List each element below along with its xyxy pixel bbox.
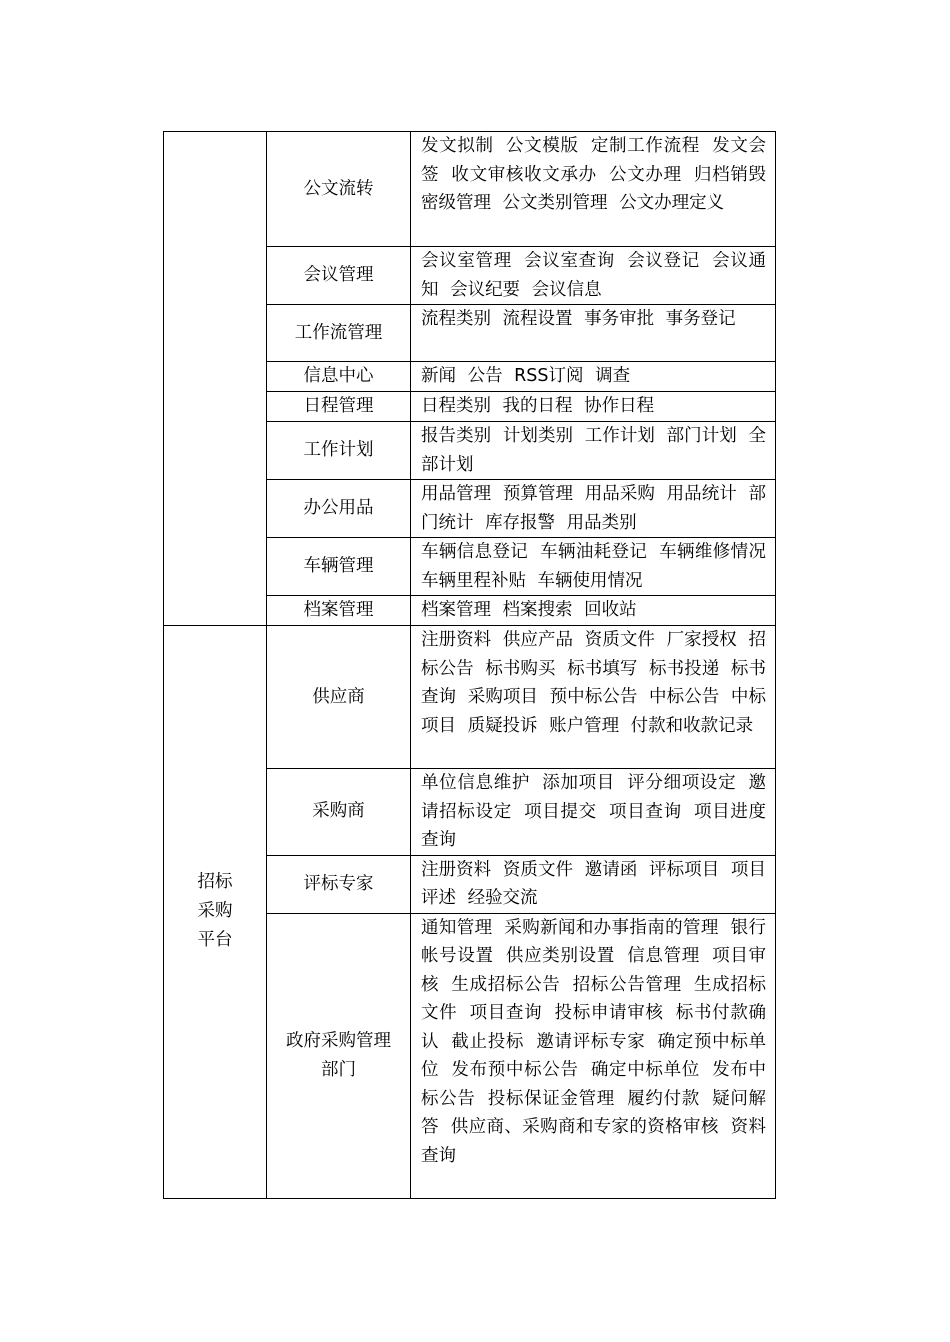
module-name-cell: 信息中心 <box>267 362 411 392</box>
module-features-cell: 会议室管理 会议室查询 会议登记 会议通知 会议纪要 会议信息 <box>411 247 776 305</box>
module-name-cell <box>267 913 411 1198</box>
module-features-cell: 注册资料 资质文件 邀请函 评标项目 项目评述 经验交流 <box>411 855 776 913</box>
group-name: 招标采购平台 <box>197 872 233 951</box>
module-features-cell: 车辆信息登记 车辆油耗登记 车辆维修情况 车辆里程补贴 车辆使用情况 <box>411 538 776 596</box>
module-name-cell: 工作流管理 <box>267 305 411 362</box>
module-name-cell: 供应商 <box>267 626 411 769</box>
group-cell-office <box>164 132 267 626</box>
module-name-cell: 车辆管理 <box>267 538 411 596</box>
module-name-cell: 评标专家 <box>267 855 411 913</box>
module-features-cell: 注册资料 供应产品 资质文件 厂家授权 招标公告 标书购买 标书填写 标书投递 标书查询 采购项目 预中标公告 中标公告 中标项目 质疑投诉 账户管理 付款和收款记录 <box>411 626 776 769</box>
module-name-cell: 公文流转 <box>267 132 411 247</box>
module-features-cell: 单位信息维护 添加项目 评分细项设定 邀请招标设定 项目提交 项目查询 项目进度查询 <box>411 769 776 856</box>
module-name-cell: 档案管理 <box>267 596 411 626</box>
module-features-cell: 档案管理 档案搜索 回收站 <box>411 596 776 626</box>
function-module-table <box>163 131 776 1199</box>
table-row <box>164 132 776 247</box>
group-cell-bidding-platform <box>164 626 267 1199</box>
module-name-cell: 会议管理 <box>267 247 411 305</box>
module-features-cell: 报告类别 计划类别 工作计划 部门计划 全部计划 <box>411 422 776 480</box>
module-name-cell: 工作计划 <box>267 422 411 480</box>
module-features-cell: 通知管理 采购新闻和办事指南的管理 银行帐号设置 供应类别设置 信息管理 项目审核 生成招标公告 招标公告管理 生成招标文件 项目查询 投标申请审核 标书付款确认 截止投标 邀请评标专家 确定预中标单位 发布预中标公告 确定中标单位 发布中标公告 投标保证金管理 履约付款 疑问解答 供应商、采购商和专家的资格审核 资料查询 <box>411 913 776 1198</box>
table-row <box>164 626 776 769</box>
module-features-cell: 日程类别 我的日程 协作日程 <box>411 392 776 422</box>
module-name-cell: 日程管理 <box>267 392 411 422</box>
module-features-cell: 用品管理 预算管理 用品采购 用品统计 部门统计 库存报警 用品类别 <box>411 480 776 538</box>
module-features-cell: 流程类别 流程设置 事务审批 事务登记 <box>411 305 776 362</box>
module-name: 政府采购管理部门 <box>286 1030 391 1080</box>
module-features-cell: 新闻 公告 RSS订阅 调查 <box>411 362 776 392</box>
module-name-cell: 采购商 <box>267 769 411 856</box>
module-name-cell: 办公用品 <box>267 480 411 538</box>
module-features-cell: 发文拟制 公文模版 定制工作流程 发文会签 收文审核收文承办 公文办理 归档销毁 密级管理 公文类别管理 公文办理定义 <box>411 132 776 247</box>
